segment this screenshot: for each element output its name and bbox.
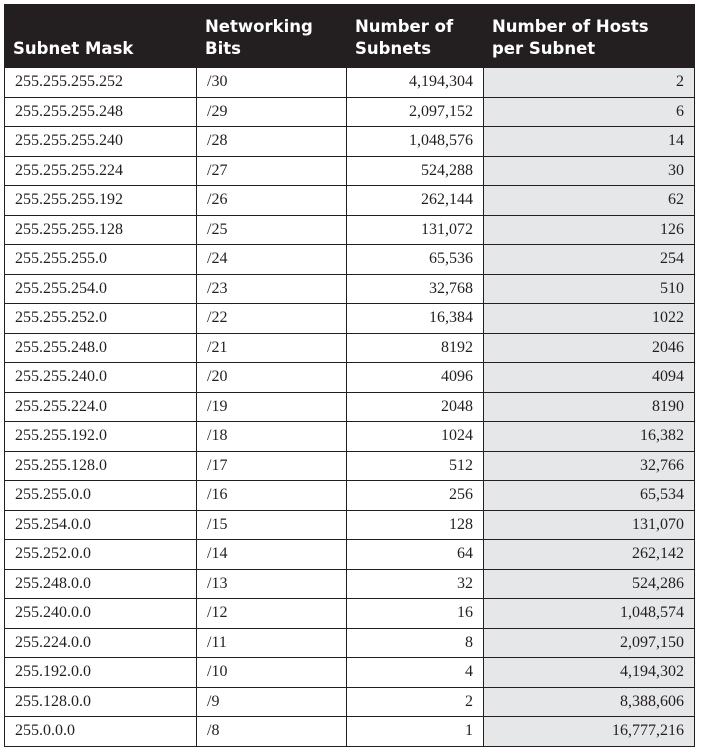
subnet-mask-cell: 255.255.128.0 xyxy=(5,451,197,481)
table-row xyxy=(5,628,695,658)
table-row xyxy=(5,569,695,599)
subnet-table-container xyxy=(4,4,694,747)
networking-bits-cell: /28 xyxy=(197,127,347,157)
hosts-per-subnet-cell: 8190 xyxy=(484,392,695,422)
subnet-mask-cell: 255.255.254.0 xyxy=(5,274,197,304)
table-row xyxy=(5,540,695,570)
subnet-mask-cell: 255.255.255.0 xyxy=(5,245,197,275)
networking-bits-cell: /23 xyxy=(197,274,347,304)
hosts-per-subnet-cell: 2 xyxy=(484,68,695,98)
subnet-mask-cell: 255.240.0.0 xyxy=(5,599,197,629)
table-row xyxy=(5,392,695,422)
networking-bits-cell: /12 xyxy=(197,599,347,629)
networking-bits-cell: /15 xyxy=(197,510,347,540)
number-of-subnets-cell: 4,194,304 xyxy=(347,68,484,98)
hosts-per-subnet-cell: 8,388,606 xyxy=(484,687,695,717)
hosts-per-subnet-cell: 32,766 xyxy=(484,451,695,481)
number-of-subnets-cell: 131,072 xyxy=(347,215,484,245)
subnet-mask-cell: 255.248.0.0 xyxy=(5,569,197,599)
networking-bits-cell: /10 xyxy=(197,658,347,688)
subnet-mask-cell: 255.255.255.248 xyxy=(5,97,197,127)
number-of-subnets-cell: 2048 xyxy=(347,392,484,422)
number-of-subnets-cell: 512 xyxy=(347,451,484,481)
number-of-subnets-cell: 32 xyxy=(347,569,484,599)
number-of-subnets-cell: 262,144 xyxy=(347,186,484,216)
hosts-per-subnet-cell: 510 xyxy=(484,274,695,304)
table-row xyxy=(5,127,695,157)
table-row xyxy=(5,333,695,363)
table-body xyxy=(5,68,695,747)
hosts-per-subnet-cell: 62 xyxy=(484,186,695,216)
table-row xyxy=(5,658,695,688)
subnet-mask-cell: 255.224.0.0 xyxy=(5,628,197,658)
table-row xyxy=(5,245,695,275)
number-of-subnets-cell: 64 xyxy=(347,540,484,570)
networking-bits-cell: /25 xyxy=(197,215,347,245)
header-hosts-per-subnet xyxy=(484,4,695,68)
table-row xyxy=(5,156,695,186)
subnet-mask-cell: 255.255.255.128 xyxy=(5,215,197,245)
header-networking-bits-line-1: Networking xyxy=(205,17,313,36)
hosts-per-subnet-cell: 2,097,150 xyxy=(484,628,695,658)
number-of-subnets-cell: 524,288 xyxy=(347,156,484,186)
subnet-mask-cell: 255.255.224.0 xyxy=(5,392,197,422)
table-row xyxy=(5,97,695,127)
hosts-per-subnet-cell: 524,286 xyxy=(484,569,695,599)
networking-bits-cell: /11 xyxy=(197,628,347,658)
number-of-subnets-cell: 16 xyxy=(347,599,484,629)
subnet-mask-cell: 255.255.255.192 xyxy=(5,186,197,216)
subnet-mask-cell: 255.252.0.0 xyxy=(5,540,197,570)
table-row xyxy=(5,304,695,334)
networking-bits-cell: /13 xyxy=(197,569,347,599)
subnet-mask-cell: 255.255.0.0 xyxy=(5,481,197,511)
hosts-per-subnet-cell: 65,534 xyxy=(484,481,695,511)
header-networking-bits xyxy=(197,4,347,68)
number-of-subnets-cell: 2 xyxy=(347,687,484,717)
hosts-per-subnet-cell: 262,142 xyxy=(484,540,695,570)
networking-bits-cell: /29 xyxy=(197,97,347,127)
header-subnet-mask-line-1: Subnet Mask xyxy=(13,39,134,58)
subnet-mask-table xyxy=(4,4,695,747)
number-of-subnets-cell: 4096 xyxy=(347,363,484,393)
networking-bits-cell: /17 xyxy=(197,451,347,481)
hosts-per-subnet-cell: 254 xyxy=(484,245,695,275)
subnet-mask-cell: 255.255.248.0 xyxy=(5,333,197,363)
number-of-subnets-cell: 1,048,576 xyxy=(347,127,484,157)
hosts-per-subnet-cell: 14 xyxy=(484,127,695,157)
number-of-subnets-cell: 65,536 xyxy=(347,245,484,275)
header-hosts-per-subnet-line-1: Number of Hosts xyxy=(492,17,649,36)
table-header xyxy=(5,4,695,68)
hosts-per-subnet-cell: 131,070 xyxy=(484,510,695,540)
table-row xyxy=(5,363,695,393)
hosts-per-subnet-cell: 16,777,216 xyxy=(484,717,695,747)
hosts-per-subnet-cell: 126 xyxy=(484,215,695,245)
table-row xyxy=(5,599,695,629)
number-of-subnets-cell: 4 xyxy=(347,658,484,688)
subnet-mask-cell: 255.254.0.0 xyxy=(5,510,197,540)
hosts-per-subnet-cell: 6 xyxy=(484,97,695,127)
table-row xyxy=(5,510,695,540)
table-row xyxy=(5,186,695,216)
number-of-subnets-cell: 1024 xyxy=(347,422,484,452)
networking-bits-cell: /19 xyxy=(197,392,347,422)
table-row xyxy=(5,481,695,511)
table-row xyxy=(5,717,695,747)
table-row xyxy=(5,215,695,245)
networking-bits-cell: /27 xyxy=(197,156,347,186)
hosts-per-subnet-cell: 2046 xyxy=(484,333,695,363)
subnet-mask-cell: 255.192.0.0 xyxy=(5,658,197,688)
number-of-subnets-cell: 32,768 xyxy=(347,274,484,304)
header-hosts-per-subnet-line-2: per Subnet xyxy=(492,39,596,58)
number-of-subnets-cell: 2,097,152 xyxy=(347,97,484,127)
number-of-subnets-cell: 8192 xyxy=(347,333,484,363)
hosts-per-subnet-cell: 16,382 xyxy=(484,422,695,452)
number-of-subnets-cell: 1 xyxy=(347,717,484,747)
networking-bits-cell: /26 xyxy=(197,186,347,216)
table-row xyxy=(5,274,695,304)
table-row xyxy=(5,451,695,481)
networking-bits-cell: /9 xyxy=(197,687,347,717)
number-of-subnets-cell: 256 xyxy=(347,481,484,511)
number-of-subnets-cell: 128 xyxy=(347,510,484,540)
networking-bits-cell: /18 xyxy=(197,422,347,452)
table-row xyxy=(5,422,695,452)
subnet-mask-cell: 255.255.255.240 xyxy=(5,127,197,157)
networking-bits-cell: /20 xyxy=(197,363,347,393)
header-networking-bits-line-2: Bits xyxy=(205,39,241,58)
hosts-per-subnet-cell: 30 xyxy=(484,156,695,186)
hosts-per-subnet-cell: 1022 xyxy=(484,304,695,334)
table-row xyxy=(5,68,695,98)
networking-bits-cell: /14 xyxy=(197,540,347,570)
subnet-mask-cell: 255.255.255.224 xyxy=(5,156,197,186)
networking-bits-cell: /8 xyxy=(197,717,347,747)
hosts-per-subnet-cell: 1,048,574 xyxy=(484,599,695,629)
subnet-mask-cell: 255.255.240.0 xyxy=(5,363,197,393)
number-of-subnets-cell: 8 xyxy=(347,628,484,658)
hosts-per-subnet-cell: 4,194,302 xyxy=(484,658,695,688)
table-row xyxy=(5,687,695,717)
header-row xyxy=(5,4,695,68)
networking-bits-cell: /16 xyxy=(197,481,347,511)
subnet-mask-cell: 255.255.192.0 xyxy=(5,422,197,452)
header-number-of-subnets-line-2: Subnets xyxy=(355,39,432,58)
subnet-mask-cell: 255.255.255.252 xyxy=(5,68,197,98)
networking-bits-cell: /21 xyxy=(197,333,347,363)
networking-bits-cell: /24 xyxy=(197,245,347,275)
subnet-mask-cell: 255.255.252.0 xyxy=(5,304,197,334)
header-subnet-mask xyxy=(5,4,197,68)
networking-bits-cell: /22 xyxy=(197,304,347,334)
subnet-mask-cell: 255.128.0.0 xyxy=(5,687,197,717)
networking-bits-cell: /30 xyxy=(197,68,347,98)
header-number-of-subnets-line-1: Number of xyxy=(355,17,454,36)
subnet-mask-cell: 255.0.0.0 xyxy=(5,717,197,747)
header-number-of-subnets xyxy=(347,4,484,68)
number-of-subnets-cell: 16,384 xyxy=(347,304,484,334)
hosts-per-subnet-cell: 4094 xyxy=(484,363,695,393)
